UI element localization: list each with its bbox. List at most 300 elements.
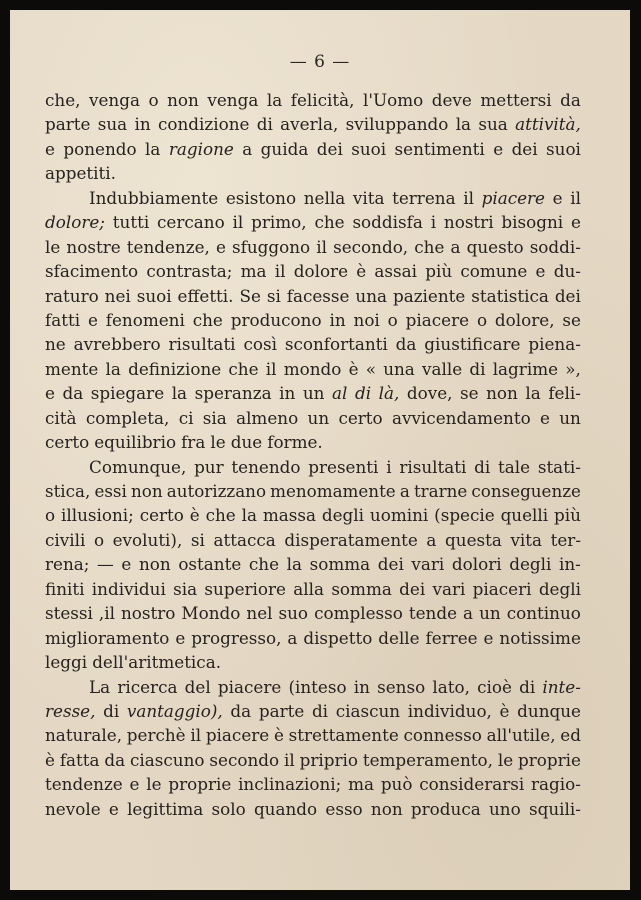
book-page xyxy=(10,10,630,890)
word: cioè xyxy=(477,676,512,697)
word: stessi xyxy=(45,603,93,624)
word: che, xyxy=(45,90,81,110)
word: che xyxy=(414,236,445,257)
word: ci xyxy=(178,407,194,428)
word: progresso, xyxy=(191,627,282,648)
word: presenti xyxy=(308,456,379,477)
word: soddi- xyxy=(529,236,581,257)
word: la xyxy=(286,554,302,575)
word: « xyxy=(365,358,376,379)
word: dolore; xyxy=(45,212,105,233)
word: è xyxy=(499,700,510,721)
word: naturale, xyxy=(45,725,123,746)
word: e xyxy=(121,554,132,575)
text-line xyxy=(45,723,581,747)
word: dunque xyxy=(517,700,581,721)
word: ma xyxy=(348,774,375,795)
word: Comunque, xyxy=(89,456,187,477)
word: e xyxy=(540,407,550,428)
word: che xyxy=(248,554,280,575)
word: cità xyxy=(45,407,77,428)
word: più xyxy=(425,261,453,282)
word: quelli xyxy=(500,505,549,526)
word: a xyxy=(463,603,474,624)
word: strettamente xyxy=(288,725,399,746)
word: uomini xyxy=(369,505,429,526)
word: raturo xyxy=(45,285,99,306)
word: e xyxy=(45,383,55,404)
text-line xyxy=(45,88,581,112)
word: un xyxy=(479,603,501,624)
text-line xyxy=(45,381,581,405)
word: dei xyxy=(377,554,404,575)
word: ponendo xyxy=(63,138,137,159)
word: il xyxy=(265,358,277,379)
word: la xyxy=(455,114,472,135)
word: si xyxy=(266,285,281,306)
word: da xyxy=(560,90,581,110)
word: il xyxy=(274,261,286,282)
word: menomamente xyxy=(270,481,396,501)
word: in xyxy=(353,676,370,697)
word: una xyxy=(383,358,415,379)
word: e xyxy=(552,187,563,208)
text-line xyxy=(45,699,581,723)
word: perchè xyxy=(126,725,186,746)
word: conseguenze xyxy=(471,481,581,501)
word: stica, xyxy=(45,481,91,501)
word: dei xyxy=(399,578,426,599)
word: un xyxy=(302,383,325,404)
word: piaceri xyxy=(472,578,532,599)
word: La xyxy=(89,676,111,697)
word: all'utile, xyxy=(486,725,556,746)
word: nei xyxy=(104,285,131,306)
word: si xyxy=(190,529,205,550)
word: sia xyxy=(202,407,227,428)
word: equilibrio xyxy=(94,432,177,453)
word: e xyxy=(535,261,546,282)
word: squili- xyxy=(528,798,581,819)
word: superiore xyxy=(204,578,286,599)
word: almeno xyxy=(236,407,299,428)
text-line xyxy=(45,528,581,552)
text-line xyxy=(45,161,581,185)
text-line xyxy=(45,748,581,772)
word: comune xyxy=(460,261,528,282)
word: questo xyxy=(466,236,524,257)
text-line xyxy=(45,308,581,332)
word: un xyxy=(559,407,581,428)
word: sentimenti xyxy=(394,138,485,159)
word: effetti. xyxy=(177,285,234,306)
word: il xyxy=(232,212,244,233)
word: uno xyxy=(488,798,521,819)
word: la xyxy=(105,358,121,379)
word: ed xyxy=(560,725,581,746)
word: ter- xyxy=(550,529,581,550)
word: speranza xyxy=(194,383,272,404)
word: fatti xyxy=(45,309,81,330)
word: di xyxy=(469,358,486,379)
word: dell'aritmetica. xyxy=(92,652,222,673)
word: di xyxy=(256,114,273,135)
word: a xyxy=(287,627,298,648)
text-line xyxy=(45,406,581,430)
word: (specie xyxy=(434,505,495,526)
word: dolore, xyxy=(494,309,555,330)
word: in- xyxy=(559,554,581,575)
word: di xyxy=(311,700,329,721)
text-line xyxy=(45,112,581,136)
word: le xyxy=(497,749,514,770)
word: ragio- xyxy=(531,774,581,795)
word: tenendo xyxy=(231,456,301,477)
word: mettersi xyxy=(480,90,552,110)
word: suoi xyxy=(351,138,387,159)
word: tendenze, xyxy=(126,236,210,257)
word: a xyxy=(450,236,461,257)
word: evoluti), xyxy=(112,529,183,550)
word: suoi xyxy=(136,285,172,306)
word: avvicendamento xyxy=(391,407,531,428)
word: essi xyxy=(94,481,127,501)
word: una xyxy=(355,285,388,306)
word: esso xyxy=(325,798,363,819)
word: ,il xyxy=(98,603,115,624)
word: assai xyxy=(374,261,417,282)
word: lato, xyxy=(432,676,470,697)
word: da xyxy=(230,700,252,721)
text-line xyxy=(45,210,581,234)
word: le xyxy=(146,774,162,795)
word: e xyxy=(483,627,494,648)
text-line xyxy=(45,626,581,650)
word: averla, xyxy=(280,114,339,135)
word: legittima xyxy=(127,798,204,819)
word: questa xyxy=(445,529,502,550)
word: attacca xyxy=(213,529,276,550)
word: feli- xyxy=(548,383,581,404)
word: risultati xyxy=(399,456,467,477)
word: sconfortanti xyxy=(284,334,388,355)
page-number: — 6 — xyxy=(289,52,351,72)
word: proprie xyxy=(518,749,581,770)
text-line xyxy=(45,137,581,161)
word: fra xyxy=(181,432,206,453)
word: Mondo xyxy=(181,603,241,624)
word: un xyxy=(307,407,330,428)
word: le xyxy=(45,236,61,257)
word: dolore xyxy=(293,261,349,282)
word: in xyxy=(134,114,151,135)
text-line xyxy=(45,284,581,308)
word: tutti xyxy=(112,212,150,233)
word: il xyxy=(463,187,474,208)
body-text xyxy=(45,88,581,821)
word: venga xyxy=(207,90,259,110)
word: condizione xyxy=(157,114,250,135)
word: spiegare xyxy=(90,383,165,404)
word: individui xyxy=(91,578,166,599)
text-line xyxy=(45,259,581,283)
word: due xyxy=(230,432,263,453)
word: ferree xyxy=(425,627,478,648)
word: o xyxy=(93,529,105,550)
word: venga xyxy=(89,90,140,110)
word: le xyxy=(210,432,226,453)
word: produca xyxy=(410,798,481,819)
word: continuo xyxy=(506,603,581,624)
word: esistono xyxy=(225,187,297,208)
word: se xyxy=(460,383,479,404)
word: vita xyxy=(510,529,543,550)
word: sua xyxy=(97,114,128,135)
word: a xyxy=(399,481,410,501)
word: senso xyxy=(377,676,426,697)
word: e xyxy=(571,212,581,233)
text-line xyxy=(45,577,581,601)
word: tende xyxy=(408,603,458,624)
word: alla xyxy=(293,578,325,599)
text-line xyxy=(45,455,581,479)
word: facesse xyxy=(286,285,350,306)
word: il xyxy=(570,187,581,208)
word: e xyxy=(493,138,504,159)
word: Indubbiamente xyxy=(89,187,219,208)
word: mente xyxy=(45,358,99,379)
word: dei xyxy=(554,285,581,306)
word: nevole xyxy=(45,798,101,819)
word: deve xyxy=(431,90,472,110)
word: non xyxy=(138,554,171,575)
word: nella xyxy=(303,187,346,208)
word: risultati xyxy=(168,334,236,355)
word: e xyxy=(215,236,226,257)
word: miglioramento xyxy=(45,627,170,648)
word: ma xyxy=(240,261,267,282)
word: suoi xyxy=(546,138,581,159)
word: ciascun xyxy=(335,700,401,721)
word: i xyxy=(430,212,437,233)
text-line xyxy=(45,675,581,699)
word: illusioni; xyxy=(60,505,134,526)
text-line xyxy=(45,186,581,210)
word: al xyxy=(332,383,348,404)
word: di xyxy=(519,676,536,697)
word: individuo, xyxy=(407,700,492,721)
word: non xyxy=(130,481,163,501)
word: e xyxy=(129,774,140,795)
word: — xyxy=(97,554,114,575)
word: primo, xyxy=(251,212,307,233)
word: dispetto xyxy=(303,627,373,648)
word: tale xyxy=(498,456,531,477)
word: è xyxy=(356,261,367,282)
word: in xyxy=(279,383,296,404)
word: du- xyxy=(553,261,581,282)
word: producono xyxy=(230,309,322,330)
word: statistica xyxy=(471,285,549,306)
word: sviluppando xyxy=(345,114,449,135)
word: nel xyxy=(246,603,273,624)
word: certo xyxy=(139,505,184,526)
word: trarne xyxy=(413,481,468,501)
word: o xyxy=(387,309,398,330)
text-line xyxy=(45,332,581,356)
word: è xyxy=(348,358,359,379)
word: vari xyxy=(411,554,445,575)
text-line xyxy=(45,479,581,503)
word: nostri xyxy=(443,212,494,233)
word: somma xyxy=(309,554,371,575)
text-line xyxy=(45,430,581,454)
word: felicità, xyxy=(290,90,355,110)
text-line xyxy=(45,601,581,625)
text-line xyxy=(45,797,581,821)
word: somma xyxy=(331,578,392,599)
word: non xyxy=(370,798,403,819)
word: priprio xyxy=(299,749,358,770)
word: secondo, xyxy=(333,236,409,257)
word: complesso xyxy=(314,603,403,624)
word: proprie xyxy=(168,774,232,795)
word: vita xyxy=(352,187,385,208)
word: degli xyxy=(321,505,365,526)
word: ragione xyxy=(168,138,234,159)
word: o xyxy=(45,505,56,526)
word: giustificare xyxy=(424,334,521,355)
word: certo xyxy=(45,432,90,453)
word: tendenze xyxy=(45,774,123,795)
word: non xyxy=(486,383,518,404)
word: di xyxy=(354,383,372,404)
word: da xyxy=(395,334,417,355)
text-line xyxy=(45,357,581,381)
word: dolori xyxy=(451,554,502,575)
word: che xyxy=(228,358,259,379)
word: rena; xyxy=(45,554,90,575)
word: degli xyxy=(538,578,581,599)
word: dove, xyxy=(406,383,453,404)
word: cercano xyxy=(157,212,225,233)
word: noi xyxy=(353,309,380,330)
word: ricerca xyxy=(117,676,178,697)
word: che xyxy=(205,505,236,526)
word: piacere xyxy=(217,676,282,697)
word: degli xyxy=(509,554,552,575)
word: stati- xyxy=(537,456,581,477)
word: da xyxy=(104,749,126,770)
word: sia xyxy=(173,578,198,599)
word: valle xyxy=(422,358,463,379)
word: solo xyxy=(211,798,246,819)
word: lagrime xyxy=(492,358,559,379)
word: sua xyxy=(478,114,508,135)
word: bisogni xyxy=(501,212,564,233)
word: dei xyxy=(511,138,538,159)
word: del xyxy=(184,676,211,697)
word: inclinazioni; xyxy=(238,774,342,795)
word: contrasta; xyxy=(146,261,233,282)
word: paziente xyxy=(392,285,466,306)
word: Se xyxy=(239,285,261,306)
word: piacere xyxy=(405,309,470,330)
word: in xyxy=(329,309,346,330)
word: connesso xyxy=(403,725,482,746)
word: autorizzano xyxy=(166,481,267,501)
word: guida xyxy=(260,138,309,159)
word: il xyxy=(190,725,202,746)
word: là, xyxy=(378,383,400,404)
word: che xyxy=(192,309,223,330)
word: disperatamente xyxy=(284,529,418,550)
word: può xyxy=(380,774,413,795)
word: da xyxy=(62,383,84,404)
word: la xyxy=(266,90,283,110)
word: piacere xyxy=(205,725,270,746)
word: la xyxy=(525,383,541,404)
word: è xyxy=(189,505,200,526)
word: fenomeni xyxy=(105,309,185,330)
word: se xyxy=(562,309,581,330)
word: così xyxy=(243,334,277,355)
word: o xyxy=(476,309,488,330)
word: vari xyxy=(432,578,466,599)
word: di xyxy=(474,456,491,477)
word: è xyxy=(273,725,284,746)
word: suo xyxy=(278,603,309,624)
word: i xyxy=(386,456,392,477)
word: (inteso xyxy=(288,676,347,697)
word: più xyxy=(554,505,581,526)
word: a xyxy=(242,138,253,159)
word: fatta xyxy=(59,749,100,770)
text-line xyxy=(45,772,581,796)
word: avrebbero xyxy=(73,334,161,355)
word: attività, xyxy=(515,114,581,135)
word: piena- xyxy=(528,334,581,355)
word: la xyxy=(171,383,188,404)
text-line xyxy=(45,650,581,674)
word: l'Uomo xyxy=(362,90,424,110)
word: », xyxy=(565,358,581,379)
word: dei xyxy=(316,138,343,159)
word: o xyxy=(148,90,159,110)
word: ne xyxy=(45,334,66,355)
word: notissime xyxy=(499,627,581,648)
word: soddisfa xyxy=(352,212,423,233)
word: leggi xyxy=(45,652,88,673)
word: inte- xyxy=(542,676,581,697)
word: sfacimento xyxy=(45,261,139,282)
word: appetiti. xyxy=(45,163,116,184)
text-line xyxy=(45,503,581,527)
word: definizione xyxy=(128,358,222,379)
word: completa, xyxy=(85,407,170,428)
word: il xyxy=(283,749,295,770)
text-line xyxy=(45,552,581,576)
word: e xyxy=(45,138,55,159)
word: di xyxy=(103,700,120,721)
word: non xyxy=(167,90,199,110)
word: quando xyxy=(253,798,318,819)
word: a xyxy=(426,529,437,550)
word: la xyxy=(241,505,257,526)
word: pur xyxy=(194,456,224,477)
word: temperamento, xyxy=(362,749,493,770)
word: terrena xyxy=(392,187,456,208)
